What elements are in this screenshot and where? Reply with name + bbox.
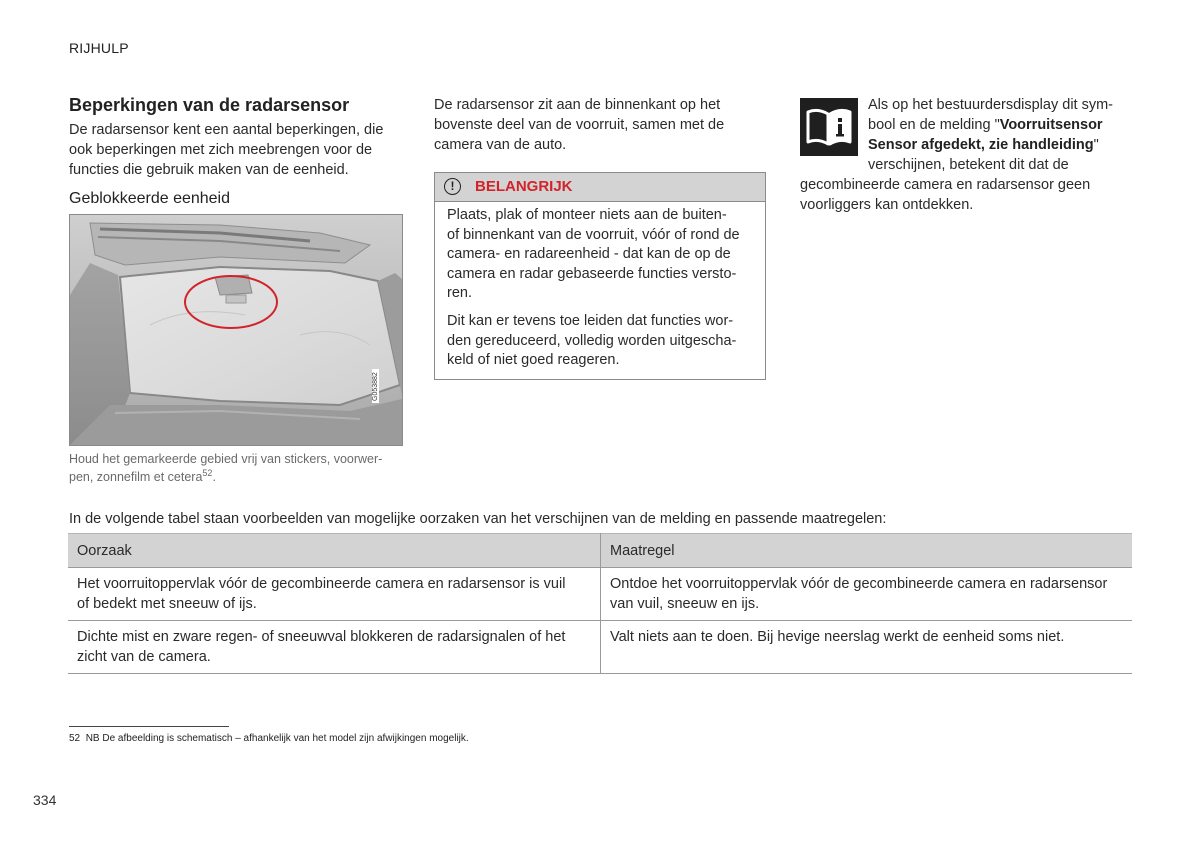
cell-line: of bedekt met sneeuw of ijs. xyxy=(77,596,257,612)
display-message-paragraph-bottom xyxy=(800,175,1140,215)
text-run: bool en de melding " xyxy=(868,117,1000,133)
section-heading: Beperkingen van de radarsensor xyxy=(69,95,350,115)
message-text: Sensor afgedekt, zie handleiding xyxy=(868,137,1094,153)
section-label: RIJHULP xyxy=(69,40,129,56)
cell-line: Het voorruitoppervlak vóór de gecombineerde camera en radarsensor is vuil xyxy=(77,576,566,592)
windshield-illustration xyxy=(69,214,403,446)
message-text: Voorruitsensor xyxy=(999,117,1103,133)
display-message-paragraph-top xyxy=(868,95,1138,175)
manual-info-icon xyxy=(800,98,858,156)
paragraph-line xyxy=(868,115,1138,135)
action-cell xyxy=(601,621,1133,674)
paragraph-line: gecombineerde camera en radarsensor geen xyxy=(800,177,1091,193)
column-header-action: Maatregel xyxy=(601,534,1133,568)
cause-cell xyxy=(68,568,601,621)
cell-line: zicht van de camera. xyxy=(77,649,211,665)
paragraph-line xyxy=(868,135,1138,155)
important-paragraph-2 xyxy=(447,312,757,371)
paragraph-line: De radarsensor zit aan de binnenkant op het xyxy=(434,97,721,113)
caption-line: pen, zonnefilm et cetera$^{52}$. xyxy=(69,468,216,484)
intro-line: ook beperkingen met zich meebrengen voor de xyxy=(69,142,373,158)
text-run: " xyxy=(1093,137,1099,153)
paragraph-line: camera van de auto. xyxy=(434,137,567,153)
important-notice xyxy=(434,172,766,380)
column-header-cause: Oorzaak xyxy=(68,534,601,568)
cell-line: Dichte mist en zware regen- of sneeuwval blokkeren de radarsignalen of het xyxy=(77,629,566,645)
cause-cell xyxy=(68,621,601,674)
image-caption xyxy=(69,450,403,486)
paragraph-line: bovenste deel van de voorruit, samen met de xyxy=(434,117,725,133)
intro-line: De radarsensor kent een aantal beperkingen, die xyxy=(69,122,384,138)
footnote-ref: 52 xyxy=(202,468,213,478)
causes-table xyxy=(68,533,1132,674)
important-header xyxy=(435,173,765,202)
book-info-icon xyxy=(800,98,858,156)
cell-line: Valt niets aan te doen. Bij hevige neerslag werkt de eenheid soms niet. xyxy=(610,629,1065,645)
image-code: G053882 xyxy=(372,369,379,403)
important-title: BELANGRIJK xyxy=(475,178,573,195)
action-cell xyxy=(601,568,1133,621)
caption-line: Houd het gemarkeerde gebied vrij van stickers, voorwer- xyxy=(69,452,383,466)
footnote xyxy=(69,733,469,744)
notice-line: of binnenkant van de voorruit, vóór of rond de xyxy=(447,226,740,243)
notice-line: camera- en radareenheid - dat kan de op de xyxy=(447,246,731,262)
subheading: Geblokkeerde eenheid xyxy=(69,190,231,207)
table-row xyxy=(68,568,1132,621)
table-row xyxy=(68,621,1132,674)
notice-line: den gereduceerd, volledig worden uitgescha- xyxy=(447,332,737,349)
footnote-divider xyxy=(69,726,229,727)
warning-icon: ! xyxy=(444,178,461,195)
notice-line: ren. xyxy=(447,285,472,301)
paragraph-line: voorliggers kan ontdekken. xyxy=(800,197,974,213)
intro-line: functies die gebruik maken van de eenheid. xyxy=(69,162,349,178)
table-header-row xyxy=(68,534,1132,568)
notice-line: camera en radar gebaseerde functies versto- xyxy=(447,265,737,282)
notice-line: keld of niet goed reageren. xyxy=(447,352,620,368)
paragraph-line: Als op het bestuurdersdisplay dit sym- xyxy=(868,97,1113,113)
cell-line: van vuil, sneeuw en ijs. xyxy=(610,596,760,612)
important-paragraph-1 xyxy=(447,206,757,304)
page-number: 334 xyxy=(33,792,57,808)
caption-text: pen, zonnefilm et cetera xyxy=(69,470,203,484)
intro-paragraph xyxy=(69,120,383,180)
cell-line: Ontdoe het voorruitoppervlak vóór de gecombineerde camera en radarsensor xyxy=(610,576,1108,592)
sensor-location-paragraph xyxy=(434,95,724,155)
footnote-number: 52 xyxy=(69,733,81,744)
footnote-text: NB De afbeelding is schematisch – afhankelijk van het model zijn afwijkingen mogelijk. xyxy=(85,733,469,744)
notice-line: Plaats, plak of monteer niets aan de buiten- xyxy=(447,207,727,223)
windshield-drawing xyxy=(70,215,402,445)
notice-line: Dit kan er tevens toe leiden dat functies wor- xyxy=(447,313,734,329)
paragraph-line: verschijnen, betekent dit dat de xyxy=(868,157,1069,173)
table-intro: In de volgende tabel staan voorbeelden van mogelijke oorzaken van het verschijnen van de melding en passende maatregelen: xyxy=(69,511,887,527)
